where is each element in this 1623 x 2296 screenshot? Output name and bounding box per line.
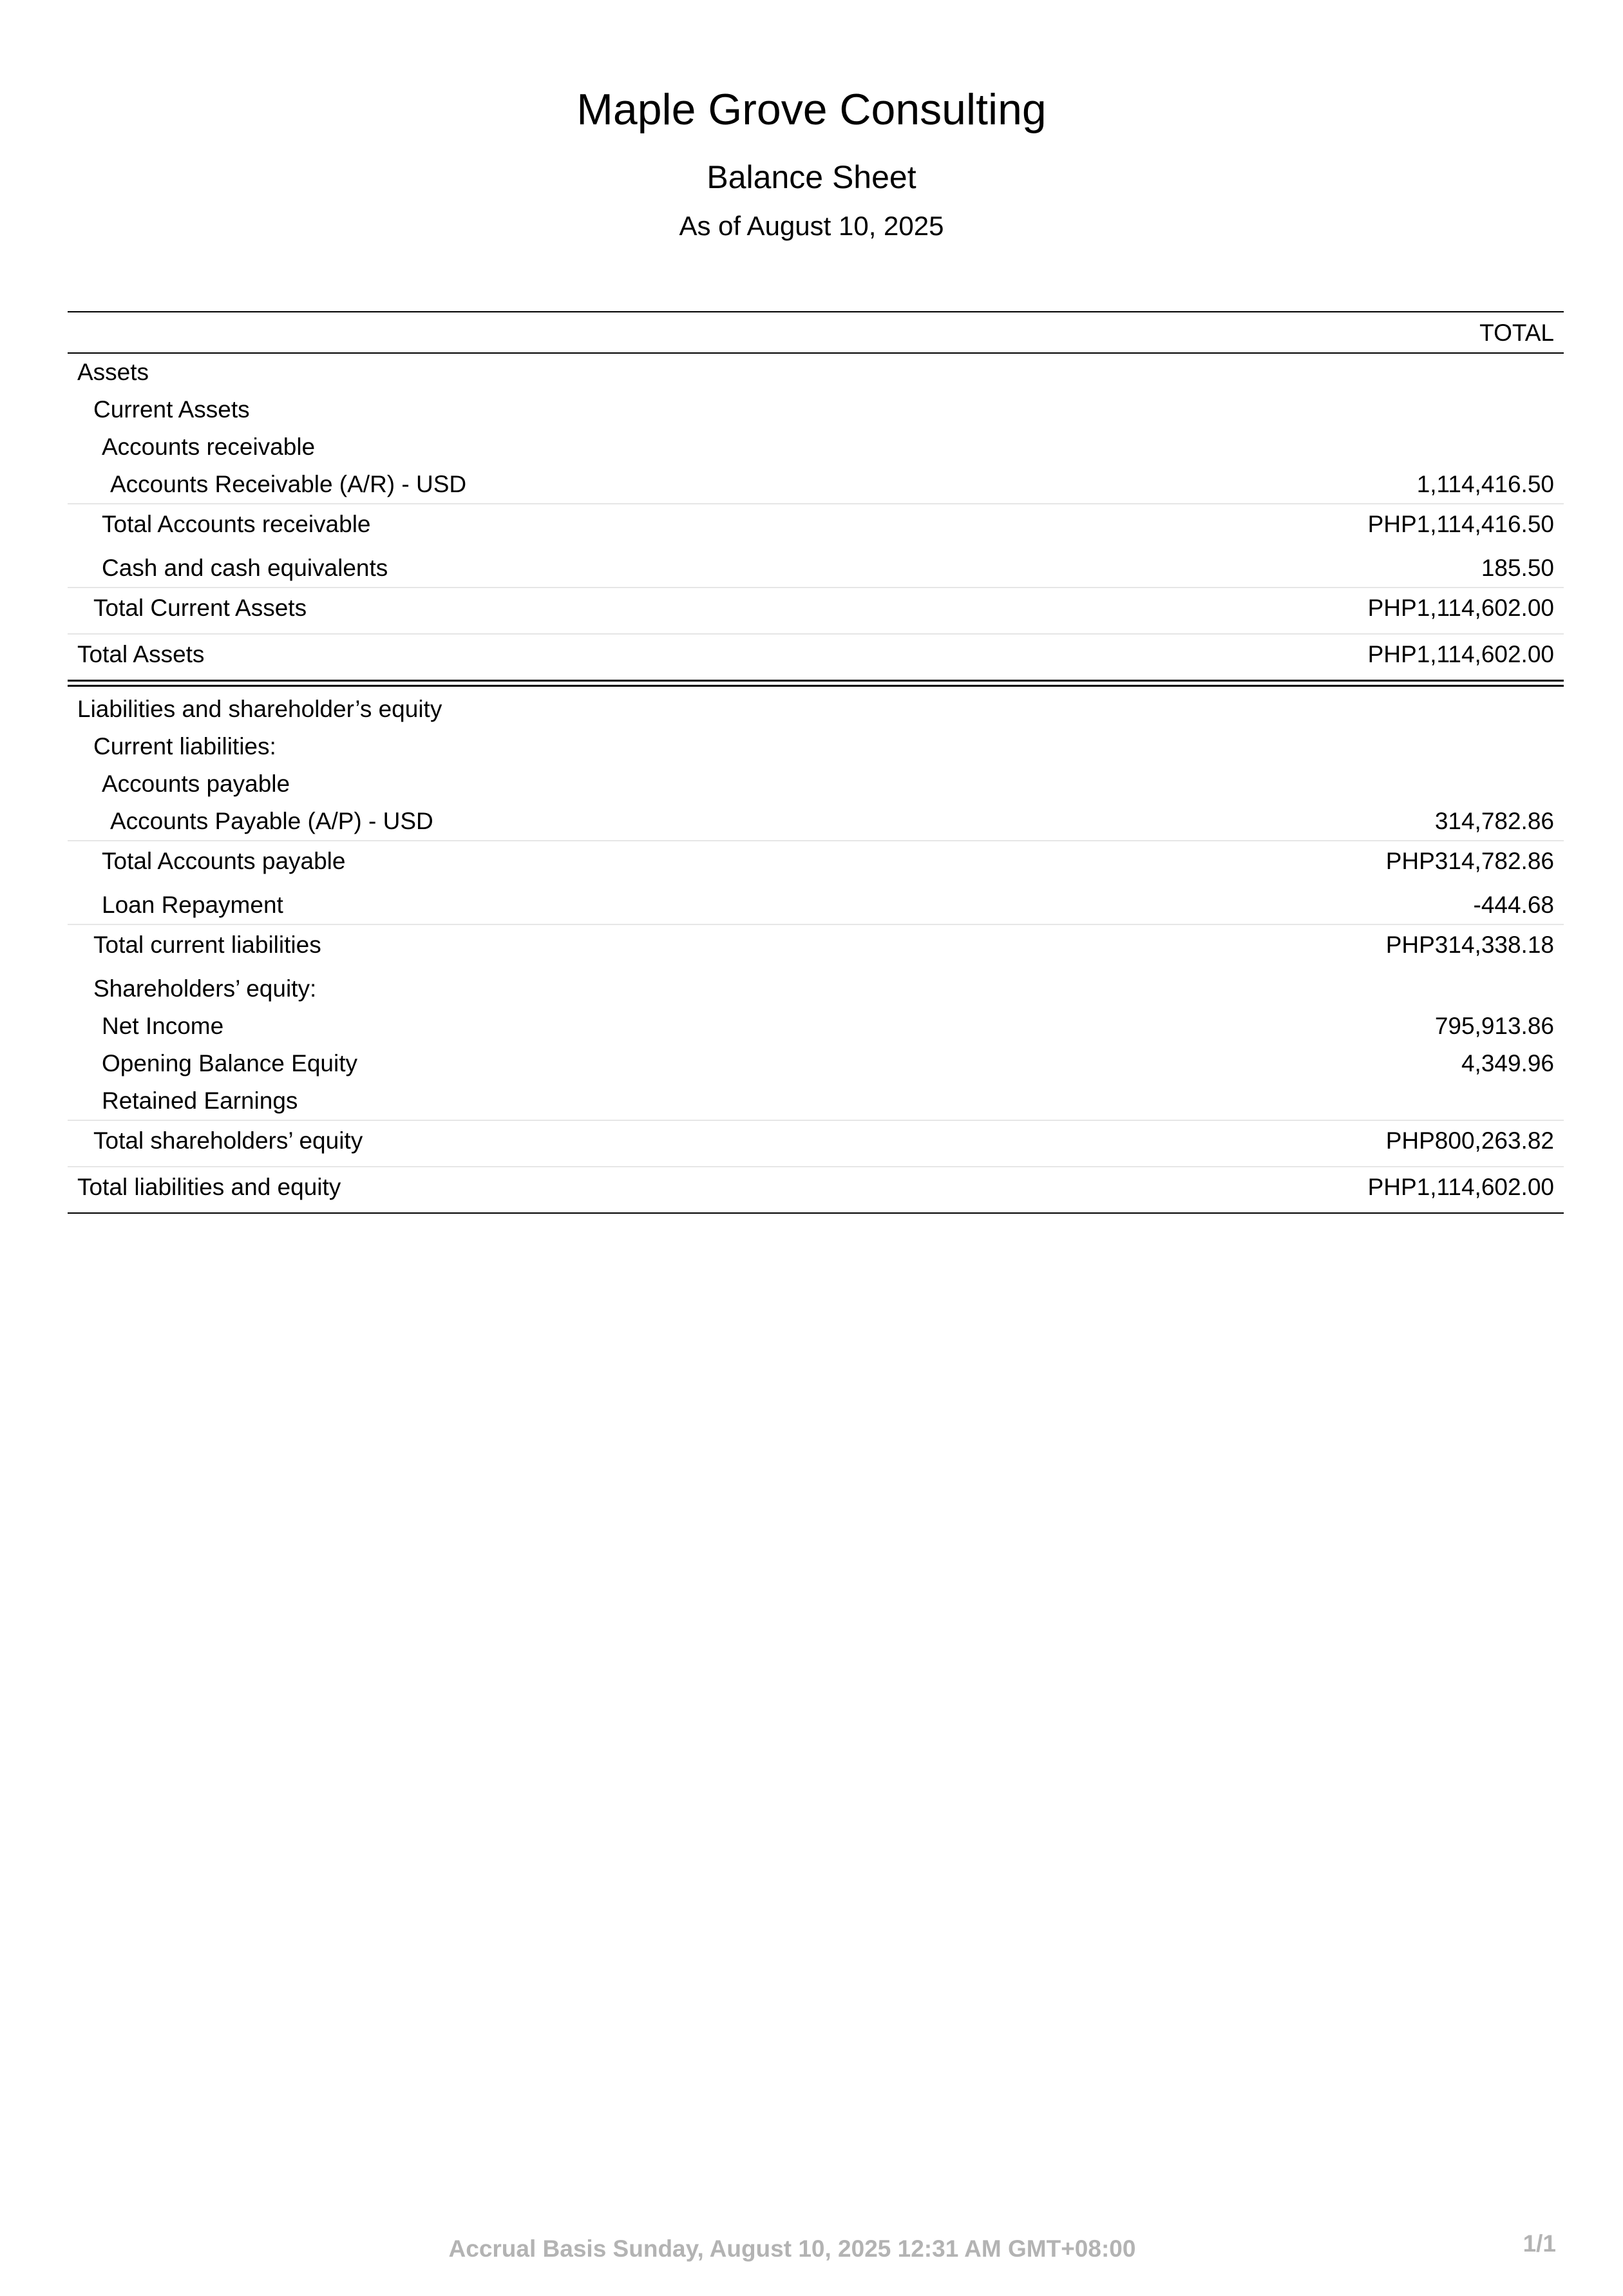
group-heading-current-assets [68,391,1564,428]
account-row-cash [68,550,1564,587]
row-label: Liabilities and shareholder’s equity [77,696,442,722]
account-row-ap-usd [68,803,1564,840]
row-amount: 1,114,416.50 [1416,471,1554,497]
section-divider [68,680,1564,687]
total-row-accounts-receivable [68,503,1564,544]
row-label: Assets [77,359,149,385]
row-label: Accounts Receivable (A/R) - USD [110,471,467,497]
row-amount: 314,782.86 [1434,808,1554,834]
row-label: Opening Balance Equity [102,1050,357,1076]
row-label: Current liabilities: [93,733,276,760]
row-amount: -444.68 [1473,892,1554,918]
group-heading-accounts-payable [68,765,1564,803]
total-row-current-liabilities [68,924,1564,965]
table-end-rule [68,1212,1564,1214]
account-row-net-income [68,1008,1564,1045]
row-amount: 185.50 [1481,555,1554,581]
account-row-loan-repayment [68,886,1564,924]
group-heading-accounts-receivable [68,428,1564,466]
group-heading-current-liabilities [68,728,1564,765]
row-label: Accounts Payable (A/P) - USD [110,808,433,834]
page-number: 1/1 [1523,2230,1556,2257]
row-label: Net Income [102,1013,224,1039]
row-amount: 795,913.86 [1434,1013,1554,1039]
total-row-assets [68,633,1564,674]
row-label: Shareholders’ equity: [93,975,317,1002]
row-label: Accounts receivable [102,434,316,460]
total-row-shareholders-equity [68,1120,1564,1161]
total-row-liabilities-equity [68,1166,1564,1207]
row-amount: 4,349.96 [1461,1050,1554,1076]
row-label: Loan Repayment [102,892,283,918]
row-label: Total Assets [77,641,205,667]
total-row-accounts-payable [68,840,1564,881]
row-amount: PHP314,338.18 [1385,932,1554,958]
row-amount: PHP1,114,602.00 [1367,1174,1554,1200]
row-label: Cash and cash equivalents [102,555,388,581]
row-label: Total Accounts payable [102,848,346,874]
total-row-current-assets [68,587,1564,628]
section-heading-liabilities-equity [68,691,1564,728]
row-label: Total Accounts receivable [102,511,371,537]
row-label: Total current liabilities [93,932,321,958]
row-label: Total liabilities and equity [77,1174,341,1200]
row-amount: PHP314,782.86 [1385,848,1554,874]
row-label: Current Assets [93,396,250,423]
report-footer: Accrual Basis Sunday, August 10, 2025 12:31 AM GMT+08:00 [448,2235,1136,2262]
company-name: Maple Grove Consulting [576,85,1047,134]
account-row-ar-usd [68,466,1564,503]
section-heading-assets [68,354,1564,391]
group-heading-shareholders-equity [68,970,1564,1008]
row-label: Accounts payable [102,770,290,797]
report-title: Balance Sheet [707,159,916,195]
report-date: As of August 10, 2025 [679,211,944,241]
row-label: Retained Earnings [102,1087,298,1114]
row-label: Total Current Assets [93,595,307,621]
balance-sheet-table [68,311,1564,1214]
account-row-opening-balance-equity [68,1045,1564,1082]
column-header-row [68,311,1564,354]
row-amount: PHP1,114,602.00 [1367,641,1554,667]
row-amount: PHP1,114,416.50 [1367,511,1554,537]
row-label: Total shareholders’ equity [93,1127,363,1154]
account-row-retained-earnings [68,1082,1564,1120]
row-amount: PHP1,114,602.00 [1367,595,1554,621]
column-header-total: TOTAL [1479,320,1554,346]
row-amount: PHP800,263.82 [1385,1127,1554,1154]
